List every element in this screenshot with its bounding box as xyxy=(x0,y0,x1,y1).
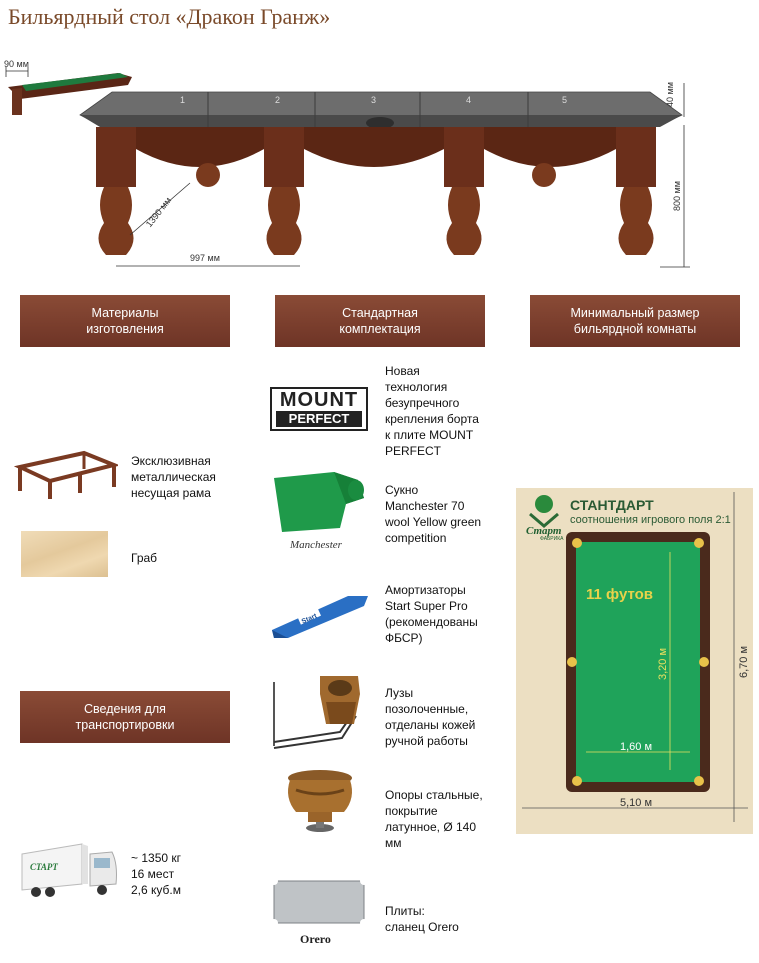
field-length-label: 3,20 м xyxy=(657,647,669,680)
slate-number-5: 5 xyxy=(562,95,568,105)
room-size-panel xyxy=(516,488,753,834)
leg-spacing-label: 997 мм xyxy=(190,253,220,263)
room-header: Минимальный размер бильярдной комнаты xyxy=(530,295,740,347)
mount-perfect-logo: MOUNT PERFECT xyxy=(270,387,368,431)
height-label: 800 мм xyxy=(672,181,682,211)
slate-image xyxy=(270,877,370,949)
standard-header: Стандартная комплектация xyxy=(275,295,485,347)
table-legs xyxy=(98,163,653,255)
slate-brand-label: Orero xyxy=(300,932,331,946)
frame-image xyxy=(14,447,118,503)
cushion-image xyxy=(268,590,372,640)
leg-support-image xyxy=(282,768,358,838)
slate-number-3: 3 xyxy=(371,95,377,105)
depth-label: 1390 мм xyxy=(143,195,174,230)
truck-image xyxy=(18,840,122,902)
room-length-label: 6,70 м xyxy=(738,645,750,678)
table-size-label: 11 футов xyxy=(586,586,654,603)
wood-text: Граб xyxy=(131,551,158,565)
materials-header: Материалы изготовления xyxy=(20,295,230,347)
room-plan xyxy=(516,488,753,834)
frame-text: Эксклюзивная металлическая несущая рама xyxy=(131,454,216,500)
pocket-text: Лузы позолоченные, отделаны кожей ручной работы xyxy=(385,686,476,748)
legs-text: Опоры стальные, покрытие латунное, Ø 140 мм xyxy=(385,788,483,850)
slate-text: Плиты: сланец Orero xyxy=(385,904,459,934)
pocket-image xyxy=(270,672,370,752)
transport-header: Сведения для транспортировки xyxy=(20,691,230,743)
wood-sample-image xyxy=(21,531,108,577)
cushion-label: Start xyxy=(300,612,319,626)
truck-brand-label: СТАРТ xyxy=(30,862,58,872)
slate-number-1: 1 xyxy=(180,95,186,105)
mount-text: Новая технология безупречного крепления борта к плите MOUNT PERFECT xyxy=(385,364,479,458)
rail-width-label: 90 мм xyxy=(4,59,29,69)
page-title: Бильярдный стол «Дракон Гранж» xyxy=(8,4,331,29)
room-heading: СТАНТДАРТ xyxy=(570,497,654,513)
cushion-text: Амортизаторы Start Super Pro (рекомендованы ФБСР) xyxy=(385,583,478,645)
cloth-image xyxy=(268,470,372,554)
cloth-brand-label: Manchester xyxy=(290,539,342,551)
field-width-label: 1,60 м xyxy=(620,741,653,753)
room-width-label: 5,10 м xyxy=(620,797,653,809)
slate-number-2: 2 xyxy=(275,95,281,105)
transport-text: ~ 1350 кг 16 мест 2,6 куб.м xyxy=(131,851,181,897)
cloth-text: Сукно Manchester 70 wool Yellow green competition xyxy=(385,483,482,545)
slate-thickness-label: 40 мм xyxy=(665,82,675,107)
table-illustration xyxy=(0,55,759,275)
svg-text:ФАБРИКА: ФАБРИКА xyxy=(540,536,564,540)
table-frame xyxy=(96,127,656,187)
svg-text:Старт: Старт xyxy=(526,525,562,537)
slate-number-4: 4 xyxy=(466,95,472,105)
room-subheading: соотношения игрового поля 2:1 xyxy=(570,514,731,526)
